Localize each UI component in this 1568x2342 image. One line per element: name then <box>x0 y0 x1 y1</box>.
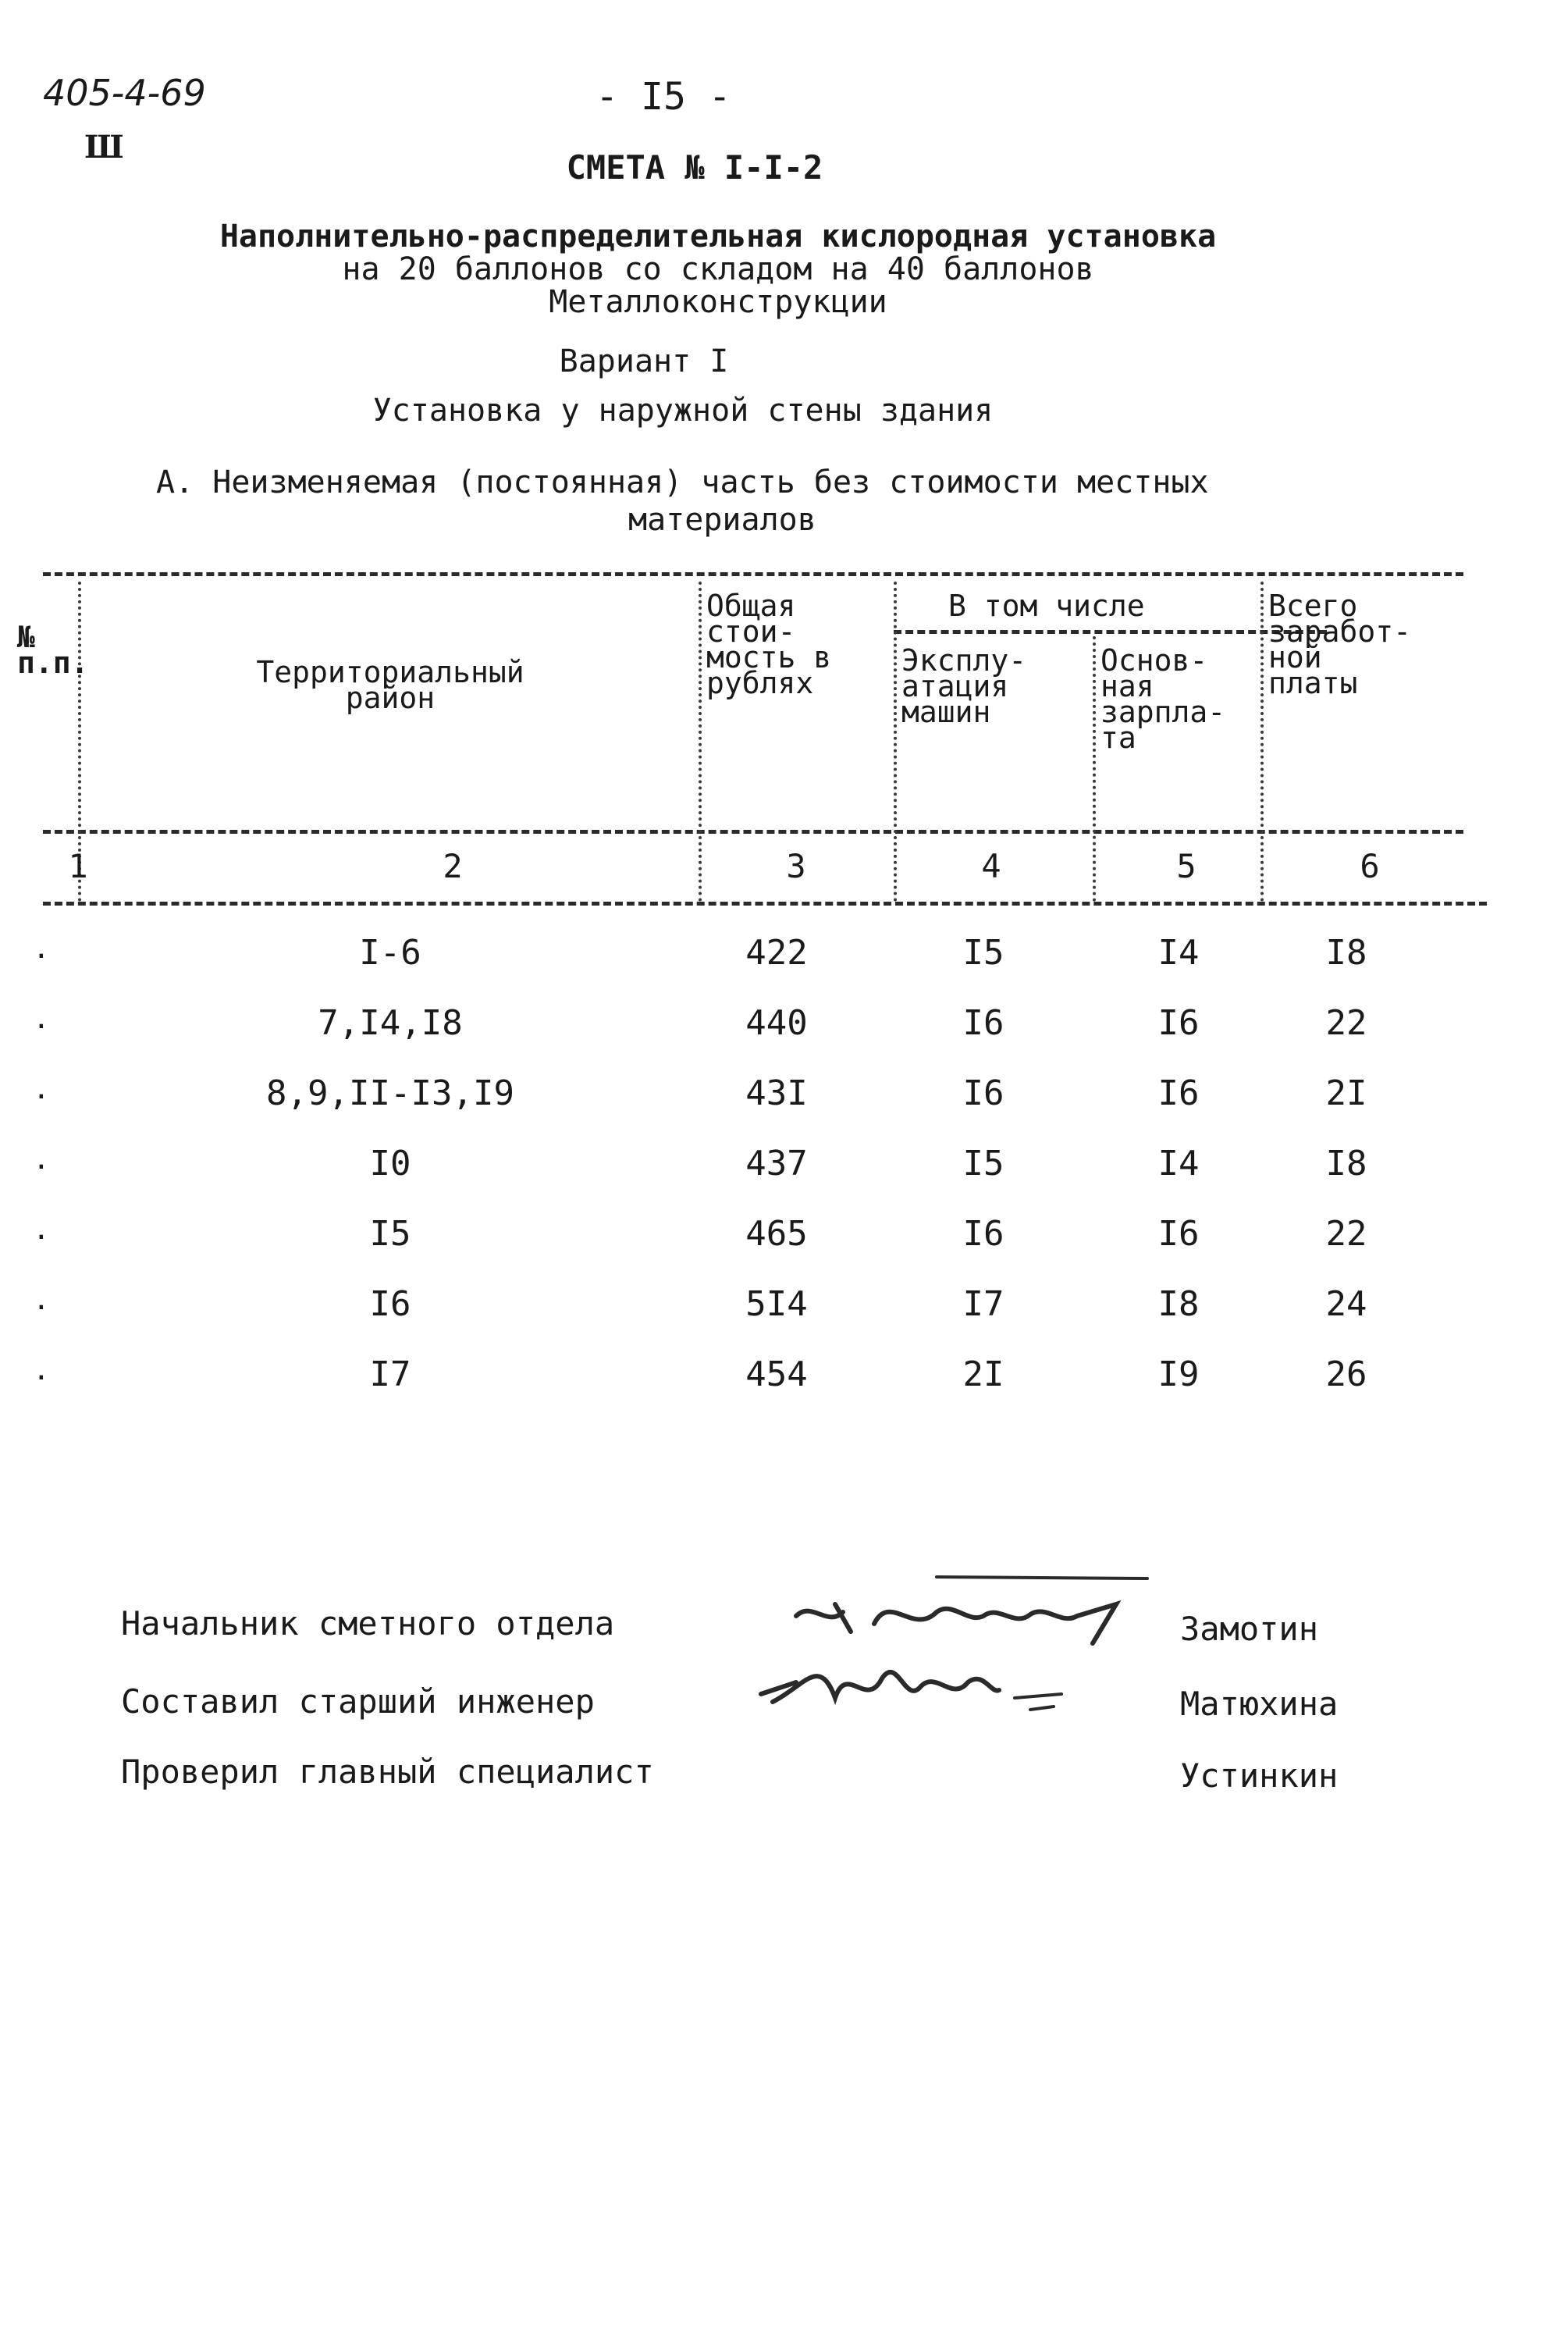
cell-total-wages: 22 <box>1325 1003 1367 1043</box>
header-wages: Основ- ная зарпла- та <box>1100 643 1226 755</box>
cell-total: 437 <box>745 1144 808 1183</box>
header-bottom-rule <box>43 830 1463 834</box>
cell-wages: I4 <box>1157 933 1200 973</box>
column-number-1: 1 <box>68 847 88 885</box>
sheet-marker: Ш <box>84 129 124 166</box>
row-number: . <box>33 1354 50 1386</box>
column-number-6: 6 <box>1360 847 1380 885</box>
cell-total: 454 <box>745 1354 808 1394</box>
header-total-cost: Общая стои- мость в рублях <box>706 589 832 700</box>
cell-machines: I6 <box>962 1003 1004 1043</box>
cell-total: 422 <box>745 933 808 973</box>
header-machines: Эксплу- атация машин <box>901 643 1027 729</box>
cell-region: I5 <box>369 1214 411 1254</box>
cell-total: 440 <box>745 1003 808 1043</box>
cell-machines: I6 <box>962 1073 1004 1113</box>
handwritten-signature-2 <box>749 1639 1085 1733</box>
table-row <box>0 933 1568 1003</box>
cell-machines: I7 <box>962 1284 1004 1324</box>
cell-total: 43I <box>745 1073 808 1113</box>
cell-wages: I6 <box>1157 1073 1200 1113</box>
signature-name-2: Матюхина <box>1180 1685 1339 1723</box>
title-line-3: Металлоконструкции <box>549 284 887 320</box>
cell-total: 465 <box>745 1214 808 1254</box>
cell-wages: I8 <box>1157 1284 1200 1324</box>
cell-wages: I4 <box>1157 1144 1200 1183</box>
header-territory: Территориальный район <box>256 655 524 715</box>
cell-total-wages: 24 <box>1325 1284 1367 1324</box>
estimate-title: СМЕТА № I-I-2 <box>566 148 823 187</box>
column-number-5: 5 <box>1176 847 1196 885</box>
cell-total-wages: 2I <box>1325 1073 1367 1113</box>
table-row <box>0 1284 1568 1354</box>
table-top-rule <box>43 572 1463 576</box>
document-code: 405-4-69 <box>43 72 206 114</box>
cell-region: I7 <box>369 1354 411 1394</box>
table-row <box>0 1144 1568 1214</box>
col-divider-3 <box>894 582 897 902</box>
col-divider-2 <box>699 582 702 902</box>
row-number: . <box>33 1144 50 1176</box>
table-row <box>0 1214 1568 1284</box>
cell-wages: I6 <box>1157 1003 1200 1043</box>
section-title-line-2: материалов <box>628 502 816 538</box>
cell-region: I-6 <box>359 933 421 973</box>
column-numbers-rule <box>43 902 1487 906</box>
cell-region: 7,I4,I8 <box>318 1003 463 1043</box>
signature-role-1: Начальник сметного отдела <box>121 1604 615 1643</box>
header-including: В том числе <box>948 589 1145 623</box>
page-number: - I5 - <box>596 75 731 119</box>
cell-total-wages: I8 <box>1325 1144 1367 1183</box>
cell-total: 5I4 <box>745 1284 808 1324</box>
row-number: . <box>33 1214 50 1246</box>
table-row <box>0 1003 1568 1073</box>
signature-name-3: Устинкин <box>1180 1756 1339 1795</box>
signature-name-1: Замотин <box>1180 1610 1319 1648</box>
installation-label: Установка у наружной стены здания <box>372 393 994 429</box>
row-number: . <box>33 1003 50 1035</box>
title-line-2: на 20 баллонов со складом на 40 баллонов <box>342 251 1094 287</box>
cell-wages: I6 <box>1157 1214 1200 1254</box>
header-total-wages: Всего заработ- ной платы <box>1268 589 1412 700</box>
cell-region: I6 <box>369 1284 411 1324</box>
cell-machines: 2I <box>962 1354 1004 1394</box>
header-number: № п.п. <box>17 620 89 680</box>
cell-machines: I6 <box>962 1214 1004 1254</box>
table-row <box>0 1354 1568 1425</box>
column-number-4: 4 <box>981 847 1001 885</box>
cell-total-wages: 22 <box>1325 1214 1367 1254</box>
col-divider-5 <box>1260 582 1264 902</box>
table-row <box>0 1073 1568 1144</box>
variant-label: Вариант I <box>559 343 729 379</box>
title-line-1: Наполнительно-распределительная кислородная установка <box>219 219 1217 254</box>
cell-total-wages: I8 <box>1325 933 1367 973</box>
column-number-3: 3 <box>786 847 806 885</box>
section-title-line-1: А. Неизменяемая (постоянная) часть без стоимости местных <box>156 464 1209 500</box>
signature-role-3: Проверил главный специалист <box>121 1753 654 1791</box>
cell-wages: I9 <box>1157 1354 1200 1394</box>
col-divider-4 <box>1093 636 1096 902</box>
column-number-2: 2 <box>443 847 463 885</box>
cell-region: 8,9,II-I3,I9 <box>266 1073 514 1113</box>
cell-machines: I5 <box>962 1144 1004 1183</box>
cell-region: I0 <box>369 1144 411 1183</box>
cell-total-wages: 26 <box>1325 1354 1367 1394</box>
row-number: . <box>33 1073 50 1105</box>
signature-role-2: Составил старший инженер <box>121 1682 595 1721</box>
row-number: . <box>33 1284 50 1316</box>
cell-machines: I5 <box>962 933 1004 973</box>
row-number: . <box>33 933 50 965</box>
